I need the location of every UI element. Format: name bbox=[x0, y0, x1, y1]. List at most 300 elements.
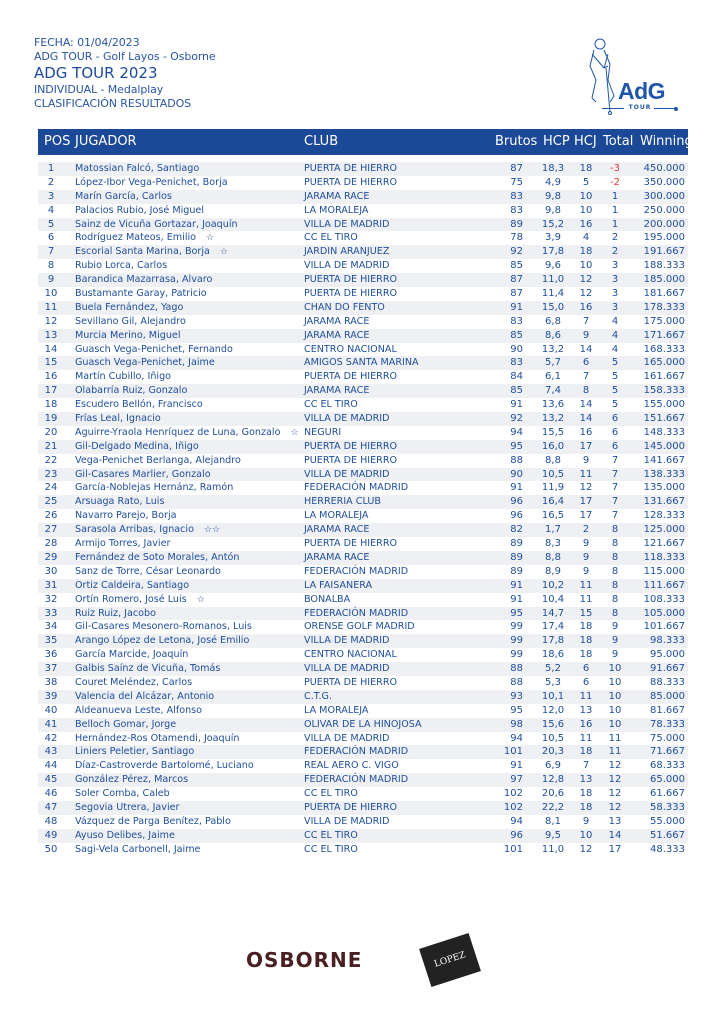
club-cell bbox=[304, 732, 390, 746]
hcj-cell bbox=[571, 245, 601, 259]
pos-cell-text: 19 bbox=[44, 413, 58, 425]
hcj-cell bbox=[571, 593, 601, 607]
winnings-cell bbox=[633, 370, 685, 384]
total-cell bbox=[600, 370, 630, 384]
logo-sub: TOUR bbox=[600, 104, 680, 114]
winnings-cell-text: 178.333 bbox=[643, 301, 685, 313]
pos-cell-text: 21 bbox=[44, 440, 58, 452]
brutos-cell-text: 94 bbox=[510, 426, 523, 438]
hcp-cell-text: 8,9 bbox=[545, 565, 561, 577]
pos-cell-text: 22 bbox=[44, 454, 58, 466]
hcp-cell bbox=[533, 218, 573, 232]
winnings-cell-text: 85.000 bbox=[650, 690, 685, 702]
club-cell-text: CC EL TIRO bbox=[304, 788, 358, 800]
hcp-cell bbox=[533, 343, 573, 357]
total-cell bbox=[600, 773, 630, 787]
winnings-cell-text: 125.000 bbox=[643, 524, 685, 536]
player-cell-text: García-Noblejas Hernánz, Ramón bbox=[75, 482, 234, 494]
hcp-cell-text: 7,4 bbox=[545, 385, 561, 397]
total-cell bbox=[600, 259, 630, 273]
hcp-cell-text: 1,7 bbox=[545, 524, 561, 536]
winnings-cell bbox=[633, 245, 685, 259]
club-cell bbox=[304, 509, 368, 523]
player-cell bbox=[75, 190, 172, 204]
hcp-cell bbox=[533, 593, 573, 607]
hcj-cell-text: 18 bbox=[579, 746, 593, 758]
pos-cell-text: 43 bbox=[44, 746, 58, 758]
hcp-cell bbox=[533, 607, 573, 621]
brutos-cell bbox=[493, 773, 523, 787]
total-cell-text: 9 bbox=[611, 649, 619, 661]
hcp-cell-text: 6,9 bbox=[545, 760, 561, 772]
hcp-cell bbox=[533, 426, 573, 440]
hcj-cell bbox=[571, 537, 601, 551]
table-row bbox=[38, 565, 688, 579]
club-cell bbox=[304, 273, 397, 287]
hcj-cell-text: 9 bbox=[582, 538, 590, 550]
total-cell-text: 8 bbox=[611, 538, 619, 550]
hcp-cell-text: 6,8 bbox=[545, 315, 561, 327]
pos-cell bbox=[38, 579, 64, 593]
club-cell bbox=[304, 231, 358, 245]
player-cell-text: Sanz de Torre, César Leonardo bbox=[75, 565, 221, 577]
player-cell bbox=[75, 551, 239, 565]
total-cell-text: 2 bbox=[611, 232, 619, 244]
pos-cell bbox=[38, 190, 64, 204]
pos-cell-text: 4 bbox=[47, 204, 55, 216]
club-cell bbox=[304, 843, 358, 857]
total-cell-text: 8 bbox=[611, 524, 619, 536]
winnings-cell bbox=[633, 259, 685, 273]
table-row bbox=[38, 370, 688, 384]
total-cell bbox=[600, 829, 630, 843]
pos-cell-text: 2 bbox=[47, 176, 55, 188]
winnings-cell-text: 151.667 bbox=[643, 413, 685, 425]
total-cell-text: 6 bbox=[611, 413, 619, 425]
pos-cell bbox=[38, 245, 64, 259]
club-cell-text: VILLA DE MADRID bbox=[304, 815, 390, 827]
brutos-cell-text: 91 bbox=[510, 482, 523, 494]
club-cell-text: PUERTA DE HIERRO bbox=[304, 371, 398, 383]
brutos-cell-text: 102 bbox=[503, 788, 523, 800]
club-cell bbox=[304, 759, 399, 773]
pos-cell-text: 33 bbox=[44, 607, 58, 619]
brutos-cell-text: 99 bbox=[510, 635, 523, 647]
hcp-cell bbox=[533, 537, 573, 551]
player-cell-text: Arsuaga Rato, Luis bbox=[75, 496, 165, 508]
hcp-cell bbox=[533, 162, 573, 176]
hcj-cell bbox=[571, 648, 601, 662]
pos-cell-text: 12 bbox=[44, 315, 58, 327]
winnings-cell-text: 200.000 bbox=[643, 218, 685, 230]
brutos-cell-text: 83 bbox=[510, 315, 523, 327]
player-cell bbox=[75, 509, 176, 523]
pos-cell bbox=[38, 454, 64, 468]
table-row bbox=[38, 690, 688, 704]
brutos-cell bbox=[493, 732, 523, 746]
hcj-cell-text: 7 bbox=[582, 371, 590, 383]
hcp-cell-text: 20,6 bbox=[541, 788, 565, 800]
hcj-cell bbox=[571, 356, 601, 370]
pos-cell bbox=[38, 704, 64, 718]
winnings-cell bbox=[633, 579, 685, 593]
hcj-cell bbox=[571, 231, 601, 245]
player-cell bbox=[75, 495, 164, 509]
hcj-cell bbox=[571, 426, 601, 440]
club-cell-text: PUERTA DE HIERRO bbox=[304, 676, 398, 688]
club-cell-text: PUERTA DE HIERRO bbox=[304, 176, 398, 188]
hcp-cell bbox=[533, 718, 573, 732]
table-row bbox=[38, 426, 688, 440]
pos-cell-text: 16 bbox=[44, 371, 58, 383]
brutos-cell bbox=[493, 551, 523, 565]
total-cell-text: 8 bbox=[611, 607, 619, 619]
player-cell-text: Frías Leal, Ignacio bbox=[75, 413, 161, 425]
winnings-cell-text: 81.667 bbox=[650, 704, 685, 716]
brutos-cell bbox=[493, 301, 523, 315]
hcj-cell-text: 9 bbox=[582, 565, 590, 577]
player-cell bbox=[75, 301, 183, 315]
player-cell bbox=[75, 231, 214, 246]
brutos-cell bbox=[493, 454, 523, 468]
brutos-cell bbox=[493, 329, 523, 343]
brutos-cell bbox=[493, 704, 523, 718]
hcj-cell bbox=[571, 815, 601, 829]
brutos-cell-text: 85 bbox=[510, 260, 523, 272]
total-cell bbox=[600, 843, 630, 857]
winnings-cell-text: 175.000 bbox=[643, 315, 685, 327]
hcp-cell bbox=[533, 745, 573, 759]
player-cell-text: Navarro Parejo, Borja bbox=[75, 510, 177, 522]
brutos-cell-text: 91 bbox=[510, 399, 523, 411]
col-hcp: HCP bbox=[543, 134, 570, 149]
winnings-cell-text: 168.333 bbox=[643, 343, 685, 355]
winnings-cell bbox=[633, 676, 685, 690]
hcj-cell-text: 5 bbox=[582, 176, 590, 188]
hcp-cell bbox=[533, 287, 573, 301]
pos-cell bbox=[38, 662, 64, 676]
table-row bbox=[38, 704, 688, 718]
brutos-cell bbox=[493, 273, 523, 287]
report-title: ADG TOUR 2023 bbox=[34, 64, 158, 82]
club-cell-text: PUERTA DE HIERRO bbox=[304, 163, 398, 174]
hcp-cell bbox=[533, 190, 573, 204]
player-cell bbox=[75, 398, 203, 412]
club-cell bbox=[304, 690, 332, 704]
brutos-cell bbox=[493, 579, 523, 593]
col-pos: POS bbox=[44, 134, 71, 149]
pos-cell bbox=[38, 370, 64, 384]
winnings-cell bbox=[633, 329, 685, 343]
club-cell bbox=[304, 481, 408, 495]
player-cell bbox=[75, 384, 187, 398]
brutos-cell bbox=[493, 690, 523, 704]
hcj-cell-text: 17 bbox=[579, 510, 593, 522]
hcp-cell-text: 9,5 bbox=[545, 829, 561, 841]
pos-cell bbox=[38, 412, 64, 426]
brutos-cell bbox=[493, 481, 523, 495]
club-cell bbox=[304, 620, 415, 634]
brutos-cell-text: 85 bbox=[510, 329, 523, 341]
total-cell-text: 5 bbox=[611, 385, 619, 397]
player-cell bbox=[75, 801, 179, 815]
total-cell-text: 6 bbox=[611, 426, 619, 438]
brutos-cell-text: 93 bbox=[510, 690, 523, 702]
club-cell-text: FEDERACIÓN MADRID bbox=[304, 607, 409, 619]
pos-cell bbox=[38, 426, 64, 440]
winnings-cell-text: 91.667 bbox=[650, 663, 685, 675]
total-cell bbox=[600, 495, 630, 509]
winnings-cell bbox=[633, 648, 685, 662]
hcj-cell-text: 14 bbox=[579, 413, 593, 425]
winnings-cell-text: 75.000 bbox=[650, 732, 685, 744]
player-cell-text: Escorial Santa Marina, Borja bbox=[75, 246, 210, 258]
player-cell bbox=[75, 329, 180, 343]
hcp-cell-text: 20,3 bbox=[541, 746, 565, 758]
player-cell-text: Gil-Delgado Medina, Iñigo bbox=[75, 440, 199, 452]
pos-cell bbox=[38, 773, 64, 787]
brutos-cell bbox=[493, 843, 523, 857]
hcp-cell-text: 8,3 bbox=[545, 538, 561, 550]
hcp-cell bbox=[533, 440, 573, 454]
total-cell-text: 1 bbox=[611, 190, 619, 202]
winnings-cell bbox=[633, 620, 685, 634]
pos-cell-text: 32 bbox=[44, 593, 58, 605]
hcj-cell bbox=[571, 218, 601, 232]
table-row bbox=[38, 523, 688, 537]
hcj-cell bbox=[571, 565, 601, 579]
hcp-cell bbox=[533, 565, 573, 579]
brutos-cell bbox=[493, 412, 523, 426]
winnings-cell bbox=[633, 745, 685, 759]
club-cell bbox=[304, 440, 397, 454]
col-player: JUGADOR bbox=[75, 134, 137, 149]
total-cell-text: 1 bbox=[611, 204, 619, 216]
player-cell-text: Rodríguez Mateos, Emilio bbox=[75, 232, 197, 244]
pos-cell bbox=[38, 259, 64, 273]
total-cell bbox=[600, 523, 630, 537]
club-cell-text: JARAMA RACE bbox=[304, 551, 370, 563]
player-cell-text: Murcia Merino, Miguel bbox=[75, 329, 181, 341]
winnings-cell-text: 188.333 bbox=[643, 260, 685, 272]
logo-dot bbox=[674, 107, 678, 111]
brutos-cell-text: 96 bbox=[510, 496, 523, 508]
pos-cell bbox=[38, 287, 64, 301]
winnings-cell-text: 48.333 bbox=[650, 843, 685, 855]
hcj-cell bbox=[571, 440, 601, 454]
total-cell-text: 5 bbox=[611, 357, 619, 369]
results-table bbox=[38, 162, 688, 857]
player-cell-text: Palacios Rubio, José Miguel bbox=[75, 204, 205, 216]
pos-cell bbox=[38, 231, 64, 245]
club-cell-text: PUERTA DE HIERRO bbox=[304, 440, 398, 452]
winnings-cell bbox=[633, 301, 685, 315]
winnings-cell-text: 95.000 bbox=[650, 649, 685, 661]
total-cell bbox=[600, 301, 630, 315]
club-cell-text: VILLA DE MADRID bbox=[304, 635, 390, 647]
brutos-cell bbox=[493, 162, 523, 176]
winnings-cell bbox=[633, 732, 685, 746]
player-cell bbox=[75, 523, 220, 538]
total-cell-text: 3 bbox=[611, 288, 619, 300]
pos-cell-text: 42 bbox=[44, 732, 58, 744]
hcj-cell bbox=[571, 162, 601, 176]
hcj-cell-text: 17 bbox=[579, 496, 593, 508]
pos-cell-text: 30 bbox=[44, 565, 58, 577]
table-row bbox=[38, 287, 688, 301]
hcp-cell bbox=[533, 384, 573, 398]
hcp-cell bbox=[533, 829, 573, 843]
hcp-cell-text: 17,8 bbox=[541, 635, 565, 647]
total-cell-text: 10 bbox=[608, 718, 622, 730]
club-cell bbox=[304, 398, 358, 412]
table-row bbox=[38, 329, 688, 343]
club-cell bbox=[304, 301, 385, 315]
pos-cell bbox=[38, 732, 64, 746]
winnings-cell bbox=[633, 273, 685, 287]
table-row bbox=[38, 218, 688, 232]
club-cell bbox=[304, 523, 369, 537]
brutos-cell bbox=[493, 176, 523, 190]
hcp-cell bbox=[533, 579, 573, 593]
hcp-cell-text: 11,0 bbox=[541, 274, 565, 286]
winnings-cell bbox=[633, 426, 685, 440]
total-cell bbox=[600, 343, 630, 357]
hcj-cell bbox=[571, 509, 601, 523]
player-cell-text: Barandica Mazarrasa, Alvaro bbox=[75, 274, 213, 286]
hcp-cell bbox=[533, 551, 573, 565]
hcj-cell-text: 10 bbox=[579, 260, 593, 272]
brutos-cell bbox=[493, 495, 523, 509]
hcp-cell-text: 15,6 bbox=[541, 718, 565, 730]
player-cell bbox=[75, 468, 211, 482]
hcj-cell-text: 12 bbox=[579, 843, 593, 855]
pos-cell bbox=[38, 690, 64, 704]
total-cell bbox=[600, 273, 630, 287]
hcp-cell-text: 22,2 bbox=[541, 801, 565, 813]
winnings-cell-text: 161.667 bbox=[643, 371, 685, 383]
hcj-cell bbox=[571, 259, 601, 273]
total-cell-text: 9 bbox=[611, 635, 619, 647]
player-cell bbox=[75, 176, 228, 190]
hcp-cell-text: 11,4 bbox=[541, 288, 565, 300]
hcj-cell-text: 9 bbox=[582, 329, 590, 341]
hcj-cell bbox=[571, 176, 601, 190]
player-cell bbox=[75, 343, 233, 357]
player-cell bbox=[75, 745, 194, 759]
total-cell-text: 8 bbox=[611, 593, 619, 605]
brutos-cell-text: 87 bbox=[510, 274, 523, 286]
player-cell-text: Arango López de Letona, José Emilio bbox=[75, 635, 250, 647]
brutos-cell-text: 89 bbox=[510, 218, 523, 230]
hcp-cell-text: 9,6 bbox=[545, 260, 561, 272]
winnings-cell-text: 148.333 bbox=[643, 426, 685, 438]
club-cell-text: VILLA DE MADRID bbox=[304, 468, 390, 480]
hcp-cell-text: 13,2 bbox=[541, 343, 565, 355]
pos-cell bbox=[38, 343, 64, 357]
brutos-cell bbox=[493, 190, 523, 204]
hcp-cell-text: 5,3 bbox=[545, 676, 561, 688]
pos-cell bbox=[38, 815, 64, 829]
brutos-cell bbox=[493, 440, 523, 454]
hcj-cell-text: 18 bbox=[579, 635, 593, 647]
pos-cell-text: 17 bbox=[44, 385, 58, 397]
brutos-cell-text: 96 bbox=[510, 510, 523, 522]
brutos-cell bbox=[493, 287, 523, 301]
table-row bbox=[38, 440, 688, 454]
club-cell-text: CC EL TIRO bbox=[304, 843, 358, 855]
club-cell-text: CHAN DO FENTO bbox=[304, 301, 385, 313]
club-cell-text: NEGURI bbox=[304, 426, 342, 438]
hcp-cell-text: 10,5 bbox=[541, 468, 565, 480]
hcj-cell-text: 13 bbox=[579, 704, 593, 716]
club-cell bbox=[304, 829, 358, 843]
hcj-cell bbox=[571, 843, 601, 857]
player-cell bbox=[75, 690, 214, 704]
brutos-cell-text: 89 bbox=[510, 565, 523, 577]
total-cell bbox=[600, 620, 630, 634]
hcj-cell bbox=[571, 662, 601, 676]
hcp-cell-text: 15,2 bbox=[541, 218, 565, 230]
brutos-cell bbox=[493, 523, 523, 537]
pos-cell-text: 14 bbox=[44, 343, 58, 355]
club-cell-text: REAL AERO C. VIGO bbox=[304, 760, 399, 772]
player-cell bbox=[75, 287, 207, 301]
brutos-cell-text: 82 bbox=[510, 524, 523, 536]
hcj-cell-text: 7 bbox=[582, 760, 590, 772]
hcp-cell bbox=[533, 648, 573, 662]
total-cell-text: 7 bbox=[611, 468, 619, 480]
total-cell bbox=[600, 468, 630, 482]
hcp-cell bbox=[533, 301, 573, 315]
total-cell bbox=[600, 440, 630, 454]
club-cell bbox=[304, 343, 397, 357]
total-cell bbox=[600, 537, 630, 551]
brutos-cell-text: 88 bbox=[510, 663, 523, 675]
pos-cell bbox=[38, 801, 64, 815]
brutos-cell bbox=[493, 662, 523, 676]
hcp-cell bbox=[533, 787, 573, 801]
hcp-cell bbox=[533, 690, 573, 704]
club-cell bbox=[304, 745, 408, 759]
adg-tour-logo bbox=[568, 36, 678, 116]
hcp-cell-text: 11,0 bbox=[541, 843, 565, 855]
winnings-cell bbox=[633, 537, 685, 551]
col-club: CLUB bbox=[304, 134, 339, 149]
hcj-cell-text: 18 bbox=[579, 621, 593, 633]
hcp-cell bbox=[533, 481, 573, 495]
player-cell bbox=[75, 648, 188, 662]
club-cell bbox=[304, 662, 390, 676]
club-cell-text: HERRERIA CLUB bbox=[304, 496, 381, 508]
hcp-cell-text: 14,7 bbox=[541, 607, 565, 619]
player-cell-text: Sarasola Arribas, Ignacio bbox=[75, 524, 194, 536]
club-cell bbox=[304, 607, 408, 621]
pos-cell bbox=[38, 537, 64, 551]
club-cell-text: PUERTA DE HIERRO bbox=[304, 454, 398, 466]
player-cell-text: Galbis Saínz de Vicuña, Tomás bbox=[75, 663, 221, 675]
hcj-cell-text: 11 bbox=[579, 732, 593, 744]
winnings-cell-text: 181.667 bbox=[643, 288, 685, 300]
total-cell-text: 3 bbox=[611, 274, 619, 286]
pos-cell-text: 44 bbox=[44, 760, 58, 772]
player-cell-text: Sevillano Gil, Alejandro bbox=[75, 315, 186, 327]
winnings-cell-text: 135.000 bbox=[643, 482, 685, 494]
brutos-cell-text: 91 bbox=[510, 760, 523, 772]
pos-cell-text: 10 bbox=[44, 288, 58, 300]
player-cell bbox=[75, 204, 204, 218]
total-cell bbox=[600, 676, 630, 690]
